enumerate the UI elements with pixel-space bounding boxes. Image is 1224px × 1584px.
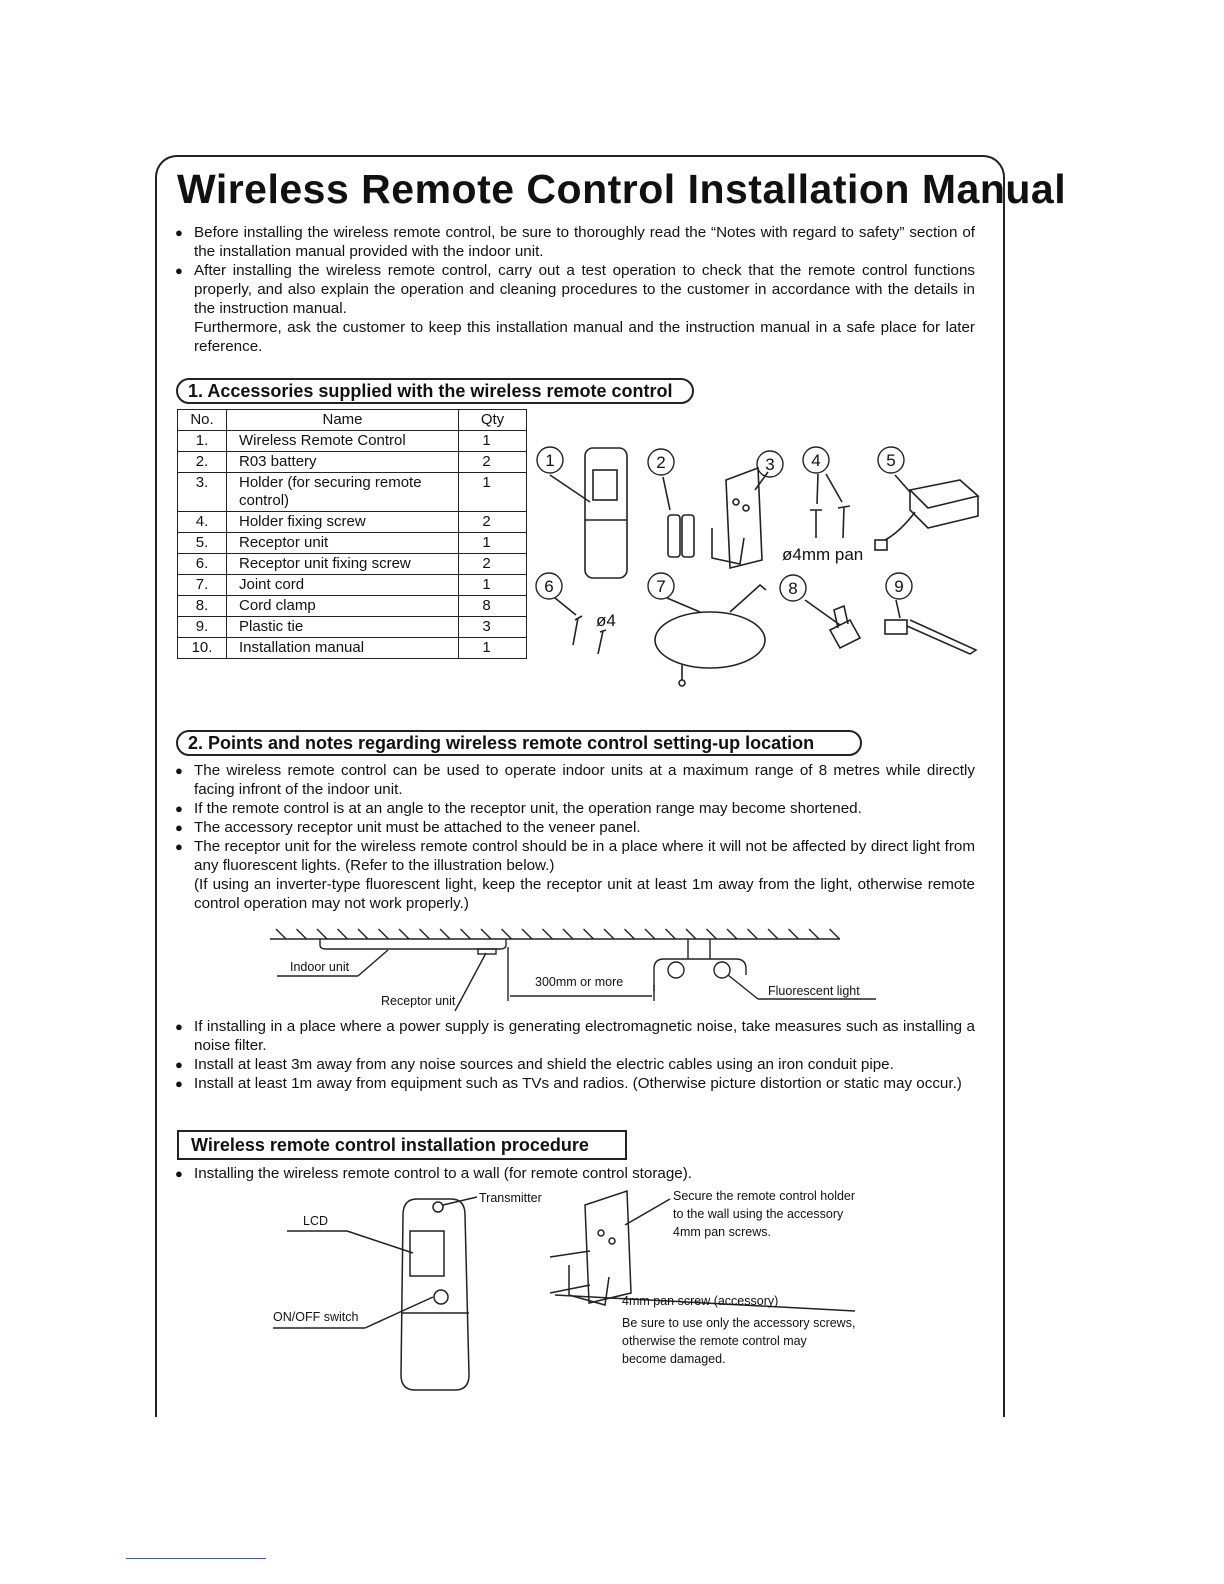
table-row — [178, 575, 527, 596]
screw-icon — [810, 506, 850, 538]
table-cell: 3 — [459, 617, 527, 638]
remote-icon — [401, 1199, 469, 1390]
num-circle — [757, 451, 783, 477]
table-cell: 10. — [178, 638, 227, 659]
svg-text:8: 8 — [788, 579, 798, 598]
section3-list — [175, 1164, 975, 1183]
table-cell: 2. — [178, 452, 227, 473]
table-cell: 7. — [178, 575, 227, 596]
fluorescent-label: Fluorescent light — [768, 984, 860, 998]
table-cell: Plastic tie — [227, 617, 459, 638]
svg-text:4: 4 — [811, 451, 821, 470]
list-item: ● If installing in a place where a power supply is generating electromagnetic noise, take measures such as installing a noise filter. — [175, 1017, 975, 1055]
footer-rule — [126, 1558, 266, 1559]
table-row — [178, 596, 527, 617]
battery-icon — [668, 515, 694, 557]
warning-line: become damaged. — [622, 1352, 726, 1366]
list-item: ● The wireless remote control can be used to operate indoor units at a maximum range of 8 metres while directly facing infront of the indoor unit. — [175, 761, 975, 799]
table-cell: 9. — [178, 617, 227, 638]
svg-text:1: 1 — [545, 451, 555, 470]
table-cell: 6. — [178, 554, 227, 575]
section2-list-b — [175, 1017, 975, 1093]
list-item: ● Install at least 1m away from equipment such as TVs and radios. (Otherwise picture distortion or static may occur.) — [175, 1074, 975, 1093]
list-item: ● If the remote control is at an angle to the receptor unit, the operation range may become shortened. — [175, 799, 975, 818]
installation-figure — [255, 1185, 875, 1400]
table-cell: Receptor unit — [227, 533, 459, 554]
location-diagram — [270, 925, 860, 1015]
table-cell: 1 — [459, 533, 527, 554]
tie-icon — [885, 620, 976, 654]
table-cell: 4. — [178, 512, 227, 533]
intro-list — [175, 223, 975, 356]
screw-label: ø4mm pan — [782, 545, 864, 564]
section3-heading: Wireless remote control installation procedure — [177, 1130, 627, 1160]
num-circle — [537, 447, 563, 473]
transmitter-label: Transmitter — [479, 1191, 542, 1205]
svg-text:7: 7 — [656, 577, 666, 596]
col-qty: Qty — [459, 410, 527, 431]
accessories-table — [177, 409, 527, 659]
table-cell: 2 — [459, 452, 527, 473]
table-row — [178, 431, 527, 452]
svg-text:3: 3 — [765, 455, 775, 474]
table-row — [178, 473, 527, 512]
holder-icon — [712, 468, 762, 568]
table-cell: 1 — [459, 575, 527, 596]
num-circle — [886, 573, 912, 599]
secure-line: to the wall using the accessory — [673, 1207, 844, 1221]
table-cell: 1 — [459, 638, 527, 659]
list-item: ● After installing the wireless remote control, carry out a test operation to check that the remote control functions properly, and also explain the operation and cleaning procedures to the customer in accordance with the details in the instruction manual. — [175, 261, 975, 318]
num-circle — [780, 575, 806, 601]
num-circle — [878, 447, 904, 473]
screw-title: 4mm pan screw (accessory) — [622, 1294, 779, 1308]
table-row — [178, 638, 527, 659]
table-cell: 8. — [178, 596, 227, 617]
secure-line: 4mm pan screws. — [673, 1225, 771, 1239]
table-cell: R03 battery — [227, 452, 459, 473]
table-cell: 1 — [459, 431, 527, 452]
col-name: Name — [227, 410, 459, 431]
num-circle — [648, 449, 674, 475]
svg-text:2: 2 — [656, 453, 666, 472]
table-cell: 2 — [459, 512, 527, 533]
table-cell: Holder fixing screw — [227, 512, 459, 533]
table-cell: 5. — [178, 533, 227, 554]
table-cell: 8 — [459, 596, 527, 617]
list-item: (If using an inverter-type fluorescent light, keep the receptor unit at least 1m away from the light, otherwise remote control operation may not work properly.) — [194, 876, 975, 912]
table-row — [178, 512, 527, 533]
table-cell: 1 — [459, 473, 527, 512]
section2-list-a — [175, 761, 975, 913]
list-item: ● Install at least 3m away from any noise sources and shield the electric cables using an iron conduit pipe. — [175, 1055, 975, 1074]
table-row — [178, 554, 527, 575]
warning-line: otherwise the remote control may — [622, 1334, 807, 1348]
table-cell: Holder (for securing remote control) — [227, 473, 459, 512]
accessories-figure — [530, 440, 990, 690]
secure-line: Secure the remote control holder — [673, 1189, 856, 1203]
page-title: Wireless Remote Control Installation Manual — [177, 166, 1067, 212]
receptor-unit-label: Receptor unit — [381, 994, 456, 1008]
svg-text:5: 5 — [886, 451, 896, 470]
table-cell: Receptor unit fixing screw — [227, 554, 459, 575]
list-item: ● The receptor unit for the wireless remote control should be in a place where it will not be affected by direct light from any fluorescent lights. (Refer to the illustration below.) — [175, 837, 975, 875]
table-row — [178, 533, 527, 554]
table-cell: 3. — [178, 473, 227, 512]
table-row — [178, 617, 527, 638]
table-cell: 1. — [178, 431, 227, 452]
table-cell: Cord clamp — [227, 596, 459, 617]
col-no: No. — [178, 410, 227, 431]
num-circle — [536, 573, 562, 599]
svg-text:9: 9 — [894, 577, 904, 596]
section2-heading: 2. Points and notes regarding wireless remote control setting-up location — [176, 730, 862, 756]
clamp-icon — [830, 606, 860, 648]
svg-text:6: 6 — [544, 577, 554, 596]
num-circle — [648, 573, 674, 599]
onoff-label: ON/OFF switch — [273, 1310, 359, 1324]
indoor-unit-label: Indoor unit — [290, 960, 350, 974]
warning-line: Be sure to use only the accessory screws, — [622, 1316, 856, 1330]
list-item: ● The accessory receptor unit must be attached to the veneer panel. — [175, 818, 975, 837]
table-cell: Wireless Remote Control — [227, 431, 459, 452]
distance-label: 300mm or more — [535, 975, 624, 989]
table-cell: 2 — [459, 554, 527, 575]
num-circle — [803, 447, 829, 473]
table-row — [178, 452, 527, 473]
small-screw-label: ø4 — [596, 611, 616, 630]
table-cell: Installation manual — [227, 638, 459, 659]
lcd-label: LCD — [303, 1214, 329, 1228]
receptor-icon — [875, 480, 978, 550]
list-item: ● Installing the wireless remote control to a wall (for remote control storage). — [175, 1164, 975, 1183]
list-item: Furthermore, ask the customer to keep this installation manual and the instruction manual in a safe place for later reference. — [194, 319, 975, 355]
list-item: ● Before installing the wireless remote control, be sure to thoroughly read the “Notes with regard to safety” section of the installation manual provided with the indoor unit. — [175, 223, 975, 261]
remote-icon — [585, 448, 627, 578]
section1-heading: 1. Accessories supplied with the wireless remote control — [176, 378, 694, 404]
table-cell: Joint cord — [227, 575, 459, 596]
